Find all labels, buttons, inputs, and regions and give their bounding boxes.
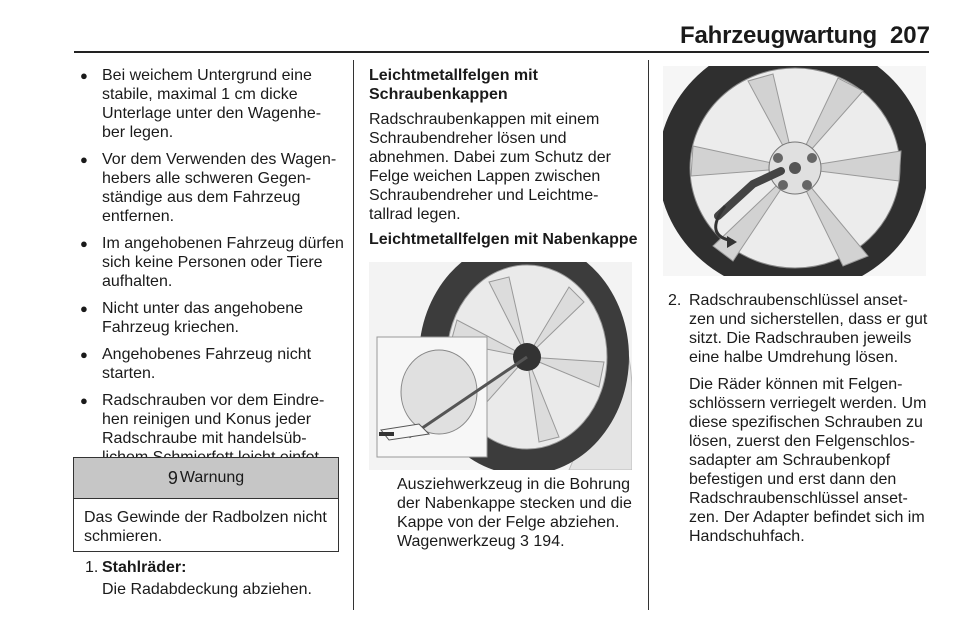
step-number: 1. <box>85 559 99 576</box>
section-heading: Leichtmetallfelgen mit Nabenkappe <box>369 231 638 248</box>
page-number: 207 <box>889 22 930 49</box>
warning-header <box>74 458 338 499</box>
hubcap-illustration <box>369 262 632 470</box>
step-text: Die Räder können mit Felgen- schlössern verriegelt werden. Um diese spezifischen Schrauben zu lösen, zuerst den Felgenschlos- sadapter am Schraubenkopf befestigen und erst dann den Radschraubenschlüssel anset- zen. Der Adapter befindet sich im Handschuhfach. <box>689 376 927 545</box>
xref-page[interactable]: 194. <box>533 533 565 550</box>
step-1 <box>85 558 335 599</box>
header-rule <box>74 51 929 53</box>
warning-title: Warnung <box>179 469 245 486</box>
wheel-drawing <box>663 66 926 276</box>
list-item: ● Bei weichem Untergrund eine stabile, maximal 1 cm dicke Unterlage unter den Wagenhe- ber legen. <box>76 66 346 142</box>
step-number: 2. <box>668 292 682 309</box>
section-heading: Leichtmetallfelgen mit Schraubenkappen <box>369 67 538 103</box>
column-divider-2 <box>648 60 649 610</box>
step-text: Radschraubenschlüssel anset- zen und sicherstellen, dass er gut sitzt. Die Radschrauben jeweils eine halbe Umdrehung lösen. <box>689 292 928 366</box>
bullet-list <box>76 66 346 486</box>
step-title: Stahlräder: <box>102 559 187 576</box>
column-2 <box>369 66 639 249</box>
list-item: ● Nicht unter das angehobene Fahrzeug kriechen. <box>76 299 346 337</box>
column-divider-1 <box>353 60 354 610</box>
step-2 <box>668 291 930 546</box>
caption-text: Ausziehwerkzeug in die Bohrung der Nabenkappe stecken und die Kappe von der Felge abziehen. Wagenwerkzeug <box>397 476 632 550</box>
list-item: ● Angehobenes Fahrzeug nicht starten. <box>76 345 346 383</box>
wheel-illustration <box>663 66 926 276</box>
xref-arrow-icon: 3 <box>520 533 529 550</box>
column-1 <box>76 66 346 494</box>
warning-text: Das Gewinde der Radbolzen nicht schmieren. <box>84 509 327 545</box>
warning-box <box>73 457 339 552</box>
figure-caption <box>397 475 639 551</box>
list-item: ● Im angehobenen Fahrzeug dürfen sich keine Personen oder Tiere aufhalten. <box>76 234 346 291</box>
warning-icon: 9 <box>167 467 178 488</box>
hubcap-drawing <box>369 262 632 470</box>
header-title: Fahrzeugwartung <box>680 22 878 49</box>
list-item: ● Radschrauben vor dem Eindre- hen reinigen und Konus jeder Radschraube mit handelsüb- <box>76 391 346 486</box>
step-text: Die Radabdeckung abziehen. <box>102 581 312 598</box>
list-item: ● Vor dem Verwenden des Wagen- hebers alle schweren Gegen- ständige aus dem Fahrzeug entfernen. <box>76 150 346 226</box>
paragraph: Radschraubenkappen mit einem Schraubendreher lösen und abnehmen. Dabei zum Schutz der Felge weichen Lappen zwischen Schraubendreher und Leichtme- tallrad legen. <box>369 111 611 223</box>
